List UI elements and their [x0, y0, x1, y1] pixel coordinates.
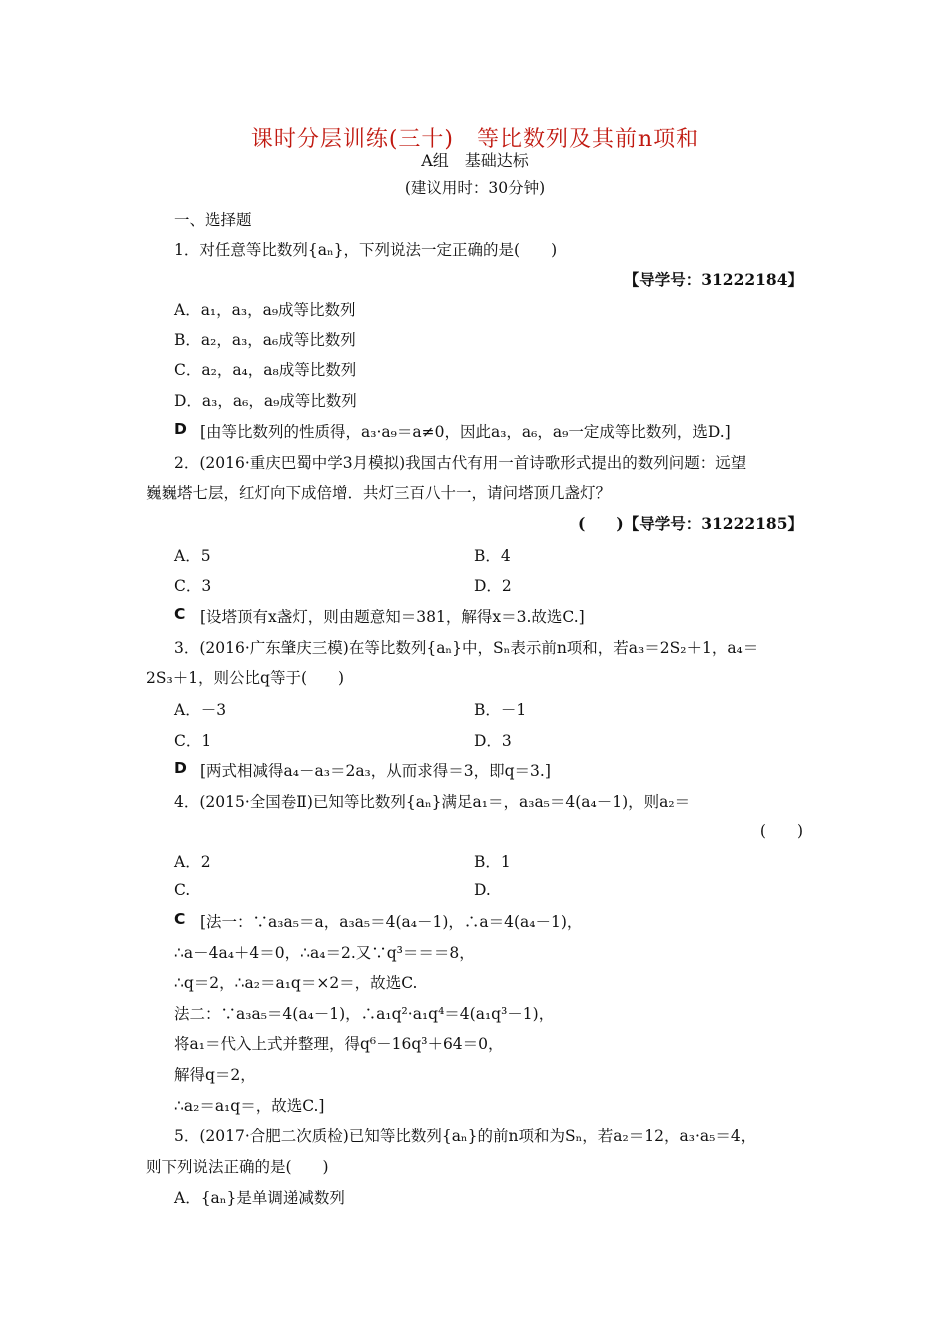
q2-stem-line1: 2．(2016·重庆巴蜀中学3月模拟)我国古代有用一首诗歌形式提出的数列问题：远望: [174, 454, 747, 472]
q4-solution-line3: ∴q＝2，∴a₂＝a₁q＝×2＝，故选C.: [174, 974, 418, 992]
q1-code: 【导学号：31222184】: [623, 270, 803, 289]
q3-answer: D: [174, 759, 187, 777]
q2-option-a: A．5: [174, 547, 211, 565]
q3-stem-line1: 3．(2016·广东肇庆三模)在等比数列{aₙ}中，Sₙ表示前n项和，若a₃＝2S₂＋1，a₄＝: [174, 639, 759, 657]
q1-stem: 1．对任意等比数列{aₙ}，下列说法一定正确的是( ): [174, 241, 558, 259]
q3-option-c: C．1: [174, 732, 212, 750]
q3-option-a: A．－3: [174, 701, 227, 719]
q4-solution-line5: 将a₁＝代入上式并整理，得q⁶－16q³＋64＝0，: [174, 1035, 504, 1053]
section-heading: 一、选择题: [174, 211, 252, 229]
q4-solution-line6: 解得q＝2，: [174, 1066, 256, 1084]
q4-paren: ( ): [759, 822, 803, 840]
q4-answer: C: [174, 910, 186, 928]
q2-code: ( )【导学号：31222185】: [578, 514, 803, 533]
q4-option-b: B．1: [474, 853, 511, 871]
q3-option-d: D．3: [474, 732, 512, 750]
q5-stem-line1: 5．(2017·合肥二次质检)已知等比数列{aₙ}的前n项和为Sₙ，若a₂＝12，a₃·a₅＝4，: [174, 1127, 757, 1145]
q4-solution-line2: ∴a－4a₄＋4＝0，∴a₄＝2.又∵q³＝＝＝8，: [174, 944, 475, 962]
group-label: A组 基础达标: [421, 151, 529, 170]
q1-explanation: [由等比数列的性质得，a₃·a₉＝a≠0，因此a₃，a₆，a₉一定成等比数列，选D.]: [200, 423, 731, 441]
q4-option-d: D.: [474, 881, 491, 899]
q4-stem: 4．(2015·全国卷Ⅱ)已知等比数列{aₙ}满足a₁＝，a₃a₅＝4(a₄－1)，则a₂＝: [174, 793, 691, 811]
q4-option-a: A．2: [174, 853, 211, 871]
q1-answer: D: [174, 420, 187, 438]
q1-option-a: A．a₁，a₃，a₉成等比数列: [174, 301, 356, 319]
q2-option-c: C．3: [174, 577, 212, 595]
q2-answer: C: [174, 605, 186, 623]
q2-option-b: B．4: [474, 547, 511, 565]
q4-solution-line1: [法一：∵a₃a₅＝a，a₃a₅＝4(a₄－1)，∴a＝4(a₄－1)，: [200, 913, 583, 931]
suggested-time: (建议用时：30分钟): [404, 179, 546, 197]
q3-stem-line2: 2S₃＋1，则公比q等于( ): [146, 669, 345, 687]
q5-option-a: A．{aₙ}是单调递减数列: [174, 1189, 345, 1207]
q1-option-d: D．a₃，a₆，a₉成等比数列: [174, 392, 357, 410]
page-title: 课时分层训练(三十) 等比数列及其前n项和: [250, 127, 700, 152]
q2-stem-line2: 巍巍塔七层，红灯向下成倍增．共灯三百八十一，请问塔顶几盏灯？: [146, 484, 612, 502]
q4-solution-line7: ∴a₂＝a₁q＝，故选C.]: [174, 1097, 325, 1115]
q4-option-c: C.: [174, 881, 191, 899]
q1-option-b: B．a₂，a₃，a₆成等比数列: [174, 331, 356, 349]
q2-explanation: [设塔顶有x盏灯，则由题意知＝381，解得x＝3.故选C.]: [200, 608, 585, 626]
q5-stem-line2: 则下列说法正确的是( ): [146, 1158, 329, 1176]
q4-solution-line4: 法二：∵a₃a₅＝4(a₄－1)，∴a₁q²·a₁q⁴＝4(a₁q³－1)，: [174, 1005, 555, 1023]
q3-option-b: B．－1: [474, 701, 527, 719]
q3-explanation: [两式相减得a₄－a₃＝2a₃，从而求得＝3，即q＝3.]: [200, 762, 551, 780]
q2-option-d: D．2: [474, 577, 512, 595]
q1-option-c: C．a₂，a₄，a₈成等比数列: [174, 361, 357, 379]
